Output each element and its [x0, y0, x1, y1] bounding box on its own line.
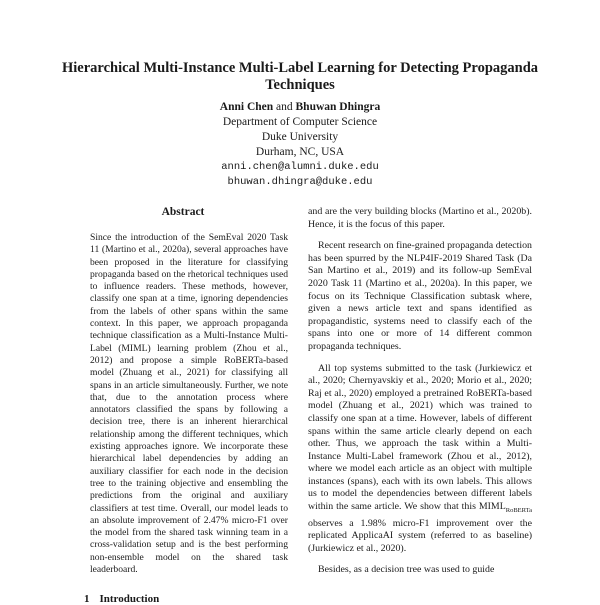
paper-title: Hierarchical Multi-Instance Multi-Label Learning for Detecting Propaganda Techniques: [61, 60, 539, 93]
paragraph-text: All top systems submitted to the task (Jurkiewicz et al., 2020; Chernyavskiy et al., 2020; Morio et al., 2020; Raj et al., 2020) employed a pretrained RoBERTa-based model (Zhuang et al., 2021) which was trained to classify one span at a time. However, labels of different spans within the same article clearly depend on each other. Thus, we approach the task within a Multi-Instance Multi-Label framework (Zhou et al., 2012), where we model each article as an object with multiple instances (spans), each with its own labels. This allows us to model the dependencies between different labels within the same article. We show that this MIML: [308, 362, 532, 513]
email: bhuwan.dhingra@duke.edu: [227, 176, 373, 188]
left-column: [84, 206, 288, 576]
author-block: [100, 100, 500, 190]
abstract-heading: Abstract: [161, 206, 205, 218]
author-name: Bhuwan Dhingra: [295, 101, 381, 113]
paragraph-text: observes a 1.98% micro-F1 improvement over the replicated ApplicaAI system (referred to as baseline) (Jurkiewicz et al., 2020).: [308, 517, 532, 554]
author-name: Anni Chen: [219, 101, 274, 113]
section-heading: [84, 593, 159, 605]
paragraph: Besides, as a decision tree was used to guide: [318, 564, 495, 576]
section-title: Introduction: [99, 593, 160, 605]
abstract-body: Since the introduction of the SemEval 2020 Task 11 (Martino et al., 2020a), several approaches have been proposed in the literature for classifying propaganda based on the rhetorical techniques used to influence readers. These methods, however, classify one span at a time, ignoring dependencies from the labels of other spans within the same context. In this paper, we approach propaganda technique classification as a Multi-Instance Multi-Label (MIML) learning problem (Zhou et al., 2012) and propose a simple RoBERTa-based model (Zhuang et al., 2021) for classifying all spans in an article simultaneously. Further, we note that, due to the annotation process where annotators classified the spans by following a decision tree, there is an inherent hierarchical relationship among the different techniques, which existing approaches ignore. We incorporate these hierarchical label dependencies by adding an auxiliary classifier for each node in the decision tree to the training objective and ensembling the predictions from the original and auxiliary classifiers at test time. Overall, our model leads to an absolute improvement of 2.47% micro-F1 over the model from the shared task winning team in a cross-validation setup and is the best performing non-ensemble model on the shared task leaderboard.: [90, 232, 288, 576]
paragraph: and are the very building blocks (Martino et al., 2020b). Hence, it is the focus of this paper.: [308, 206, 532, 230]
department: Department of Computer Science: [222, 116, 378, 128]
university: Duke University: [261, 131, 339, 143]
paragraph: Recent research on fine-grained propaganda detection has been spurred by the NLP4IF-2019 Shared Task (Da San Martino et al., 2019) and its follow-up SemEval 2020 Task 11 (Martino et al., 2020a). In this paper, we focus on its Technique Classification subtask where, given a news article text and spans identified as propagandistic, systems need to classify each of the spans into one or more of 14 different common propaganda techniques.: [308, 240, 532, 352]
author-connector: and: [276, 101, 293, 113]
subscript: RoBERTa: [505, 507, 532, 515]
author-names: [100, 100, 500, 115]
email: anni.chen@alumni.duke.edu: [221, 161, 379, 173]
paragraph: [308, 363, 532, 556]
location: Durham, NC, USA: [255, 146, 345, 158]
right-column: [308, 206, 532, 586]
section-number: 1: [84, 593, 90, 605]
